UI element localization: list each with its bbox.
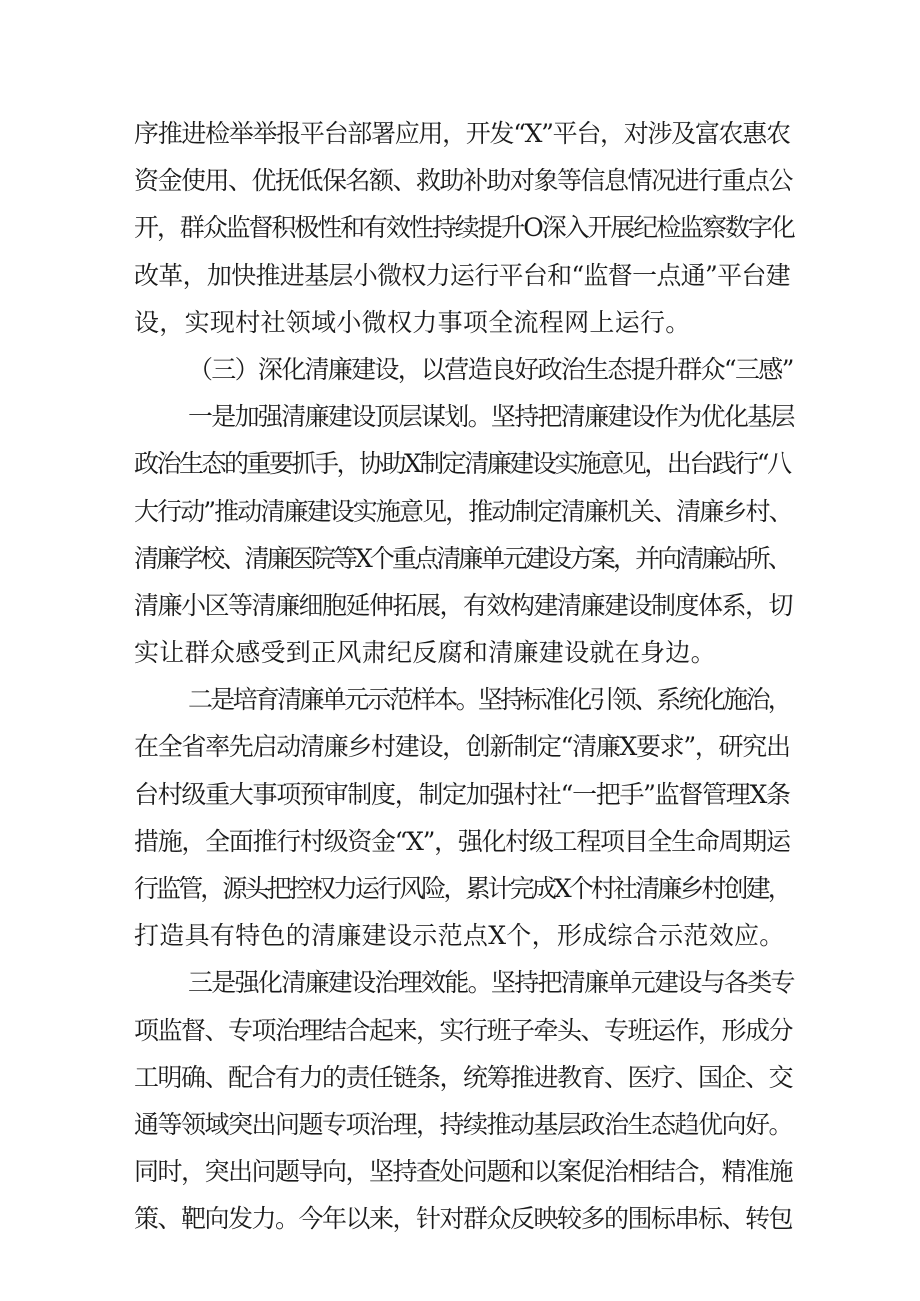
body-text [134, 110, 794, 1243]
paragraph-start: 一是加强清廉建设顶层谋划。坚持把清廉建设作为优化基层 [188, 402, 794, 432]
text-line: 清廉小区等清廉细胞延伸拓展，有效构建清廉建设制度体系，切 [134, 590, 793, 620]
text-line: 措施，全面推行村级资金“X”，强化村级工程项目全生命周期运 [134, 826, 790, 856]
text-line: 打造具有特色的清廉建设示范点X个，形成综合示范效应。 [134, 921, 785, 951]
text-line: 开，群众监督积极性和有效性持续提升O深入开展纪检监察数字化 [134, 213, 794, 243]
text-line: 工明确、配合有力的责任链条，统筹推进教育、医疗、国企、交 [134, 1062, 793, 1092]
paragraph-start: 二是培育清廉单元示范样本。坚持标准化引领、系统化施治， [188, 685, 791, 715]
text-line: 实让群众感受到正风肃纪反腐和清廉建设就在身边。 [134, 638, 716, 668]
text-line: 通等领域突出问题专项治理，持续推动基层政治生态趋优向好。 [134, 1109, 793, 1139]
text-line: 在全省率先启动清廉乡村建设，创新制定“清廉X要求”，研究出 [134, 732, 790, 762]
text-line: 序推进检举举报平台部署应用，开发“X”平台，对涉及富农惠农 [134, 119, 790, 148]
text-line: 清廉学校、清廉医院等X个重点清廉单元建设方案，并向清廉站所、 [134, 543, 790, 573]
text-line: 大行动”推动清廉建设实施意见，推动制定清廉机关、清廉乡村、 [134, 496, 792, 526]
text-line: 项监督、专项治理结合起来，实行班子牵头、专班运作，形成分 [134, 1015, 793, 1045]
text-line: 政治生态的重要抓手，协助X制定清廉建设实施意见，出台践行“八 [134, 449, 790, 479]
text-line: 设，实现村社领域小微权力事项全流程网上运行。 [134, 307, 691, 337]
section-heading: （三）深化清廉建设，以营造良好政治生态提升群众“三感” [188, 354, 793, 384]
text-line: 策、靶向发力。今年以来，针对群众反映较多的围标串标、转包 [134, 1204, 793, 1234]
text-line: 改革，加快推进基层小微权力运行平台和“监督一点通”平台建 [134, 260, 790, 290]
paragraph-start: 三是强化清廉建设治理效能。坚持把清廉单元建设与各类专 [188, 968, 794, 998]
text-line: 台村级重大事项预审制度，制定加强村社“一把手”监督管理X条 [134, 779, 790, 809]
text-line: 同时，突出问题导向，坚持查处问题和以案促治相结合，精准施 [134, 1157, 793, 1187]
text-line: 行监管，源头把控权力运行风险，累计完成X个村社清廉乡村创建， [134, 874, 790, 903]
text-line: 资金使用、优抚低保名额、救助补助对象等信息情况进行重点公 [134, 166, 793, 196]
